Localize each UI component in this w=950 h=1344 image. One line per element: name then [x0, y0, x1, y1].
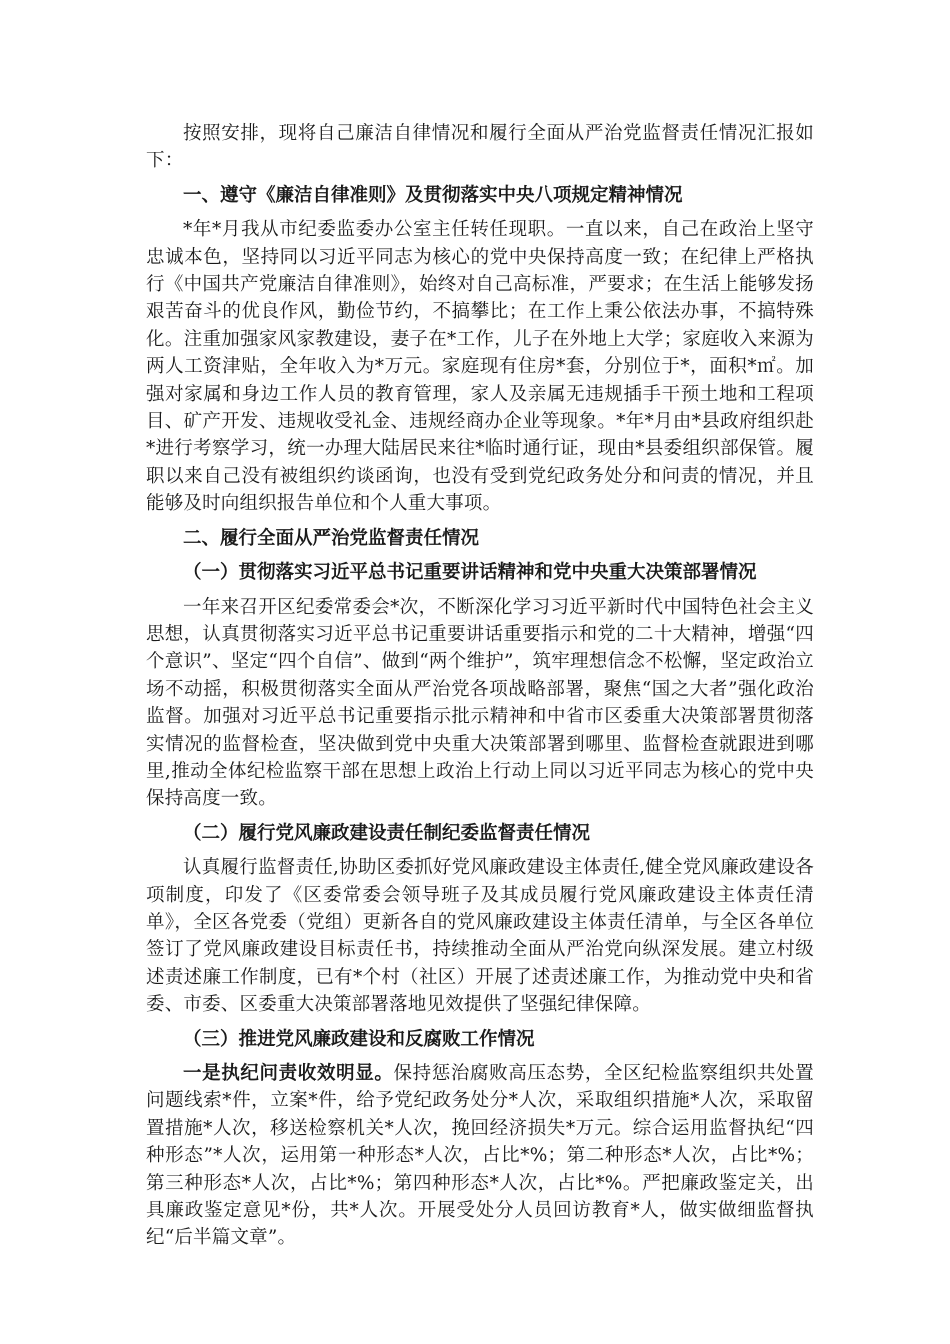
- section1-heading: 一、遵守《廉洁自律准则》及贯彻落实中央八项规定精神情况: [183, 184, 683, 206]
- section2-sub2-heading: （二）履行党风廉政建设责任制纪委监督责任情况: [183, 822, 591, 844]
- section2-sub1-paragraph: 一年来召开区纪委常委会*次，不断深化学习习近平新时代中国特色社会主义思想，认真贯彻落实习近平总书记重要讲话重要指示和党的二十大精神，增强“四个意识”、坚定“四个自信”、做到“两个维护”，筑牢理想信念不松懈，坚定政治立场不动摇，积极贯彻落实全面从严治党各项战略部署，聚焦“国之大者”强化政治监督。加强对习近平总书记重要指示批示精神和中省市区委重大决策部署贯彻落实情况的监督检查，坚决做到党中央重大决策部署到哪里、监督检查就跟进到哪里,推动全体纪检监察干部在思想上政治上行动上同以习近平同志为核心的党中央保持高度一致。: [146, 596, 814, 810]
- intro-paragraph: 按照安排，现将自己廉洁自律情况和履行全面从严治党监督责任情况汇报如下：: [146, 123, 814, 172]
- section2-sub1-heading: （一）贯彻落实习近平总书记重要讲话精神和党中央重大决策部署情况: [183, 562, 757, 584]
- document-page: [146, 120, 814, 1259]
- section2-sub3-body: 保持惩治腐败高压态势，全区纪检监察组织共处置问题线索*件，立案*件，给予党纪政务处分*人次，采取组织措施*人次，采取留置措施*人次，移送检察机关*人次，挽回经济损失*万元。综合运用监督执纪“四种形态”*人次，运用第一种形态*人次，占比*%；第二种形态*人次，占比*%；第三种形态*人次，占比*%；第四种形态*人次，占比*%。严把廉政鉴定关，出具廉政鉴定意见*份，共*人次。开展受处分人员回访教育*人，做实做细监督执纪“后半篇文章”。: [146, 1063, 815, 1249]
- section2-sub2-paragraph: 认真履行监督责任,协助区委抓好党风廉政建设主体责任,健全党风廉政建设各项制度，印发了《区委常委会领导班子及其成员履行党风廉政建设主体责任清单》，全区各党委（党组）更新各自的党风廉政建设主体责任清单，与全区各单位签订了党风廉政建设目标责任书，持续推动全面从严治党向纵深发展。建立村级述责述廉工作制度，已有*个村（社区）开展了述责述廉工作，为推动党中央和省委、市委、区委重大决策部署落地见效提供了坚强纪律保障。: [146, 857, 814, 1016]
- section2-heading: 二、履行全面从严治党监督责任情况: [183, 527, 480, 549]
- section2-sub3-lead: 一是执纪问责收效明显。: [183, 1063, 394, 1084]
- section1-paragraph: *年*月我从市纪委监委办公室主任转任现职。一直以来，自己在政治上坚守忠诚本色，坚持同以习近平同志为核心的党中央保持高度一致；在纪律上严格执行《中国共产党廉洁自律准则》，始终对自己高标准，严要求；在生活上能够发扬艰苦奋斗的优良作风，勤俭节约，不搞攀比；在工作上秉公依法办事，不搞特殊化。注重加强家风家教建设，妻子在*工作，儿子在外地上大学；家庭收入来源为两人工资津贴，全年收入为*万元。家庭现有住房*套，分别位于*，面积*㎡。加强对家属和身边工作人员的教育管理，家人及亲属无违规插手干预土地和工程项目、矿产开发、违规收受礼金、违规经商办企业等现象。*年*月由*县政府组织赴*进行考察学习，统一办理大陆居民来往*临时通行证，现由*县委组织部保管。履职以来自己没有被组织约谈函询，也没有受到党纪政务处分和问责的情况，并且能够及时向组织报告单位和个人重大事项。: [146, 219, 814, 515]
- section2-sub3-paragraph: [146, 1060, 814, 1252]
- section2-sub3-heading: （三）推进党风廉政建设和反腐败工作情况: [183, 1028, 535, 1050]
